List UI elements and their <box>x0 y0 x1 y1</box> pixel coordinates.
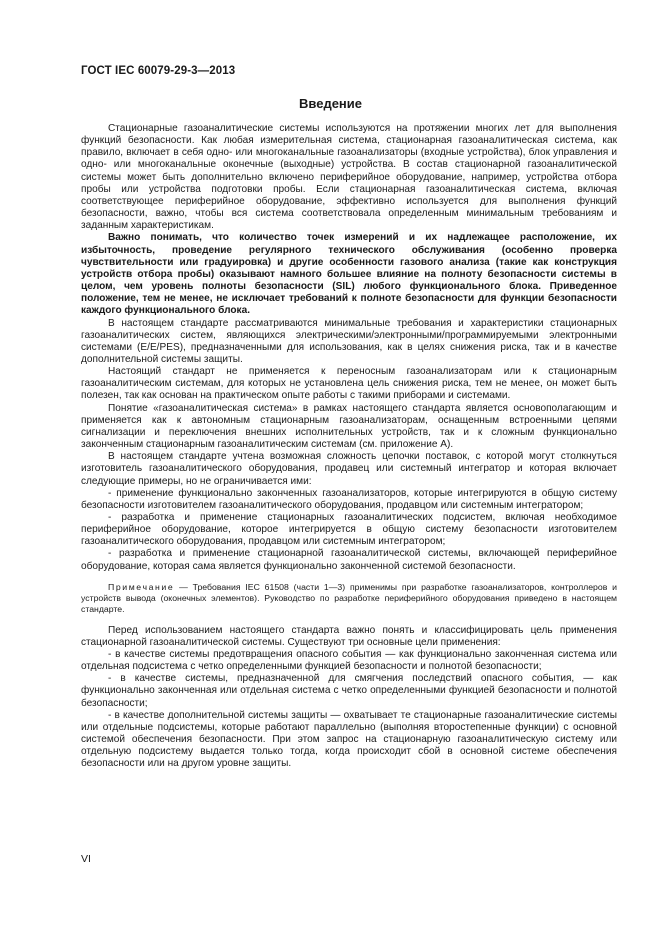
note <box>81 582 617 616</box>
paragraph: В настоящем стандарте учтена возможная сложность цепочки поставок, с которой могут столкнуться изготовитель газоаналитического оборудования, продавец или системный интегратор и которая включает следующие примеры, но не ограничивается ими: <box>81 451 617 487</box>
paragraph: Перед использованием настоящего стандарта важно понять и классифицировать цель применения стационарной газоаналитической системы. Существуют три основные цели применения: <box>81 624 617 648</box>
paragraph-bold: Важно понимать, что количество точек измерений и их надлежащее расположение, их избыточность, проведение регулярного технического обслуживания (особенно проверка чувствительности или градуировка) и другие особенности газового анализа (такие как конструкция устройств отбора пробы) оказывают намного большее влияние на полноту безопасности системы в целом, чем уровень полноты безопасности (SIL) любого функционального блока. Приведенное положение, тем не менее, не исключает требований к полноте безопасности для функции безопасности каждого функционального блока. <box>81 232 617 317</box>
paragraph: Стационарные газоаналитические системы используются на протяжении многих лет для выполнения функций безопасности. Как любая измерительная система, стационарная газоаналитическая система, как правило, включает в себя одно- или многоканальные газоанализаторы (входные устройства), блок управления и одно- или многоканальные оконечные (выходные) устройства. В состав стационарной газоаналитической системы может быть дополнительно включено периферийное оборудование, например, устройства отбора пробы или устройства подготовки пробы. Если стационарная газоаналитическая система, включая соответствующее периферийное оборудование, эффективно используется для выполнения функций безопасности, важно, чтобы вся система соответствовала определенным минимальным требованиям и заданным характеристикам. <box>81 123 617 232</box>
section-title: Введение <box>299 96 362 111</box>
note-text: — Требования IEC 61508 (части 1—3) применимы при разработке газоанализаторов, контроллеров и устройств вывода (оконечных элементов). Руководство по разработке периферийного оборудования приведено в настоящем стандарте. <box>81 581 617 615</box>
list-item: - в качестве системы, предназначенной для смягчения последствий опасного события, — как функционально законченная или отдельная система с четко определенными функцией безопасности и полнотой безопасности; <box>81 673 617 709</box>
list-item: - разработка и применение стационарной газоаналитической системы, включающей периферийное оборудование, которая сама является функционально законченной системой безопасности. <box>81 548 617 572</box>
document-header: ГОСТ IEC 60079-29-3—2013 <box>81 65 236 77</box>
paragraph: Настоящий стандарт не применяется к переносным газоанализаторам или к стационарным газоаналитическим системам, для которых не установлена цель снижения риска, тем не менее, он может быть полезен, так как основан на практическом опыте работы с такими приборами и системами. <box>81 366 617 402</box>
note-label: Примечание <box>108 581 175 592</box>
list-item: - в качестве системы предотвращения опасного события — как функционально законченная система или отдельная подсистема с четко определенными функцией безопасности и полнотой безопасности; <box>81 648 617 673</box>
paragraph: В настоящем стандарте рассматриваются минимальные требования и характеристики стационарных газоаналитических систем, являющихся электрическими/электронными/программируемыми электронными системами (E/E/PES), предназначенными для использования, как в целях снижения риска, так и в качестве дополнительной системы защиты. <box>81 317 617 365</box>
list-item: - разработка и применение стационарных газоаналитических подсистем, включая необходимое периферийное оборудование, которое интегрируется в общую систему безопасности изготовителем газоаналитического оборудования, продавцом или системным интегратором; <box>81 512 617 548</box>
document-body <box>81 123 617 771</box>
list-item: - в качестве дополнительной системы защиты — охватывает те стационарные газоаналитические системы или отдельные подсистемы, которые работают параллельно (выполняя второстепенные функции) с основной системой обеспечения безопасности. При этом запрос на стационарную газоаналитическую систему или отдельную подсистему выдается только тогда, когда происходит сбой в основной системе обеспечения безопасности или на другом уровне защиты. <box>81 709 617 770</box>
page-number: VI <box>81 853 91 865</box>
paragraph: Понятие «газоаналитическая система» в рамках настоящего стандарта является основополагающим и применяется как к автономным стационарным газоанализаторам, оснащенным встроенными цепями сигнализации и переключения внешних исполнительных устройств, так и к сложным функционально законченным стационарным газоаналитическим системам (см. приложение А). <box>81 402 617 451</box>
list-item: - применение функционально законченных газоанализаторов, которые интегрируются в общую систему безопасности изготовителем газоаналитического оборудования, продавцом или системным интегратором; <box>81 487 617 511</box>
